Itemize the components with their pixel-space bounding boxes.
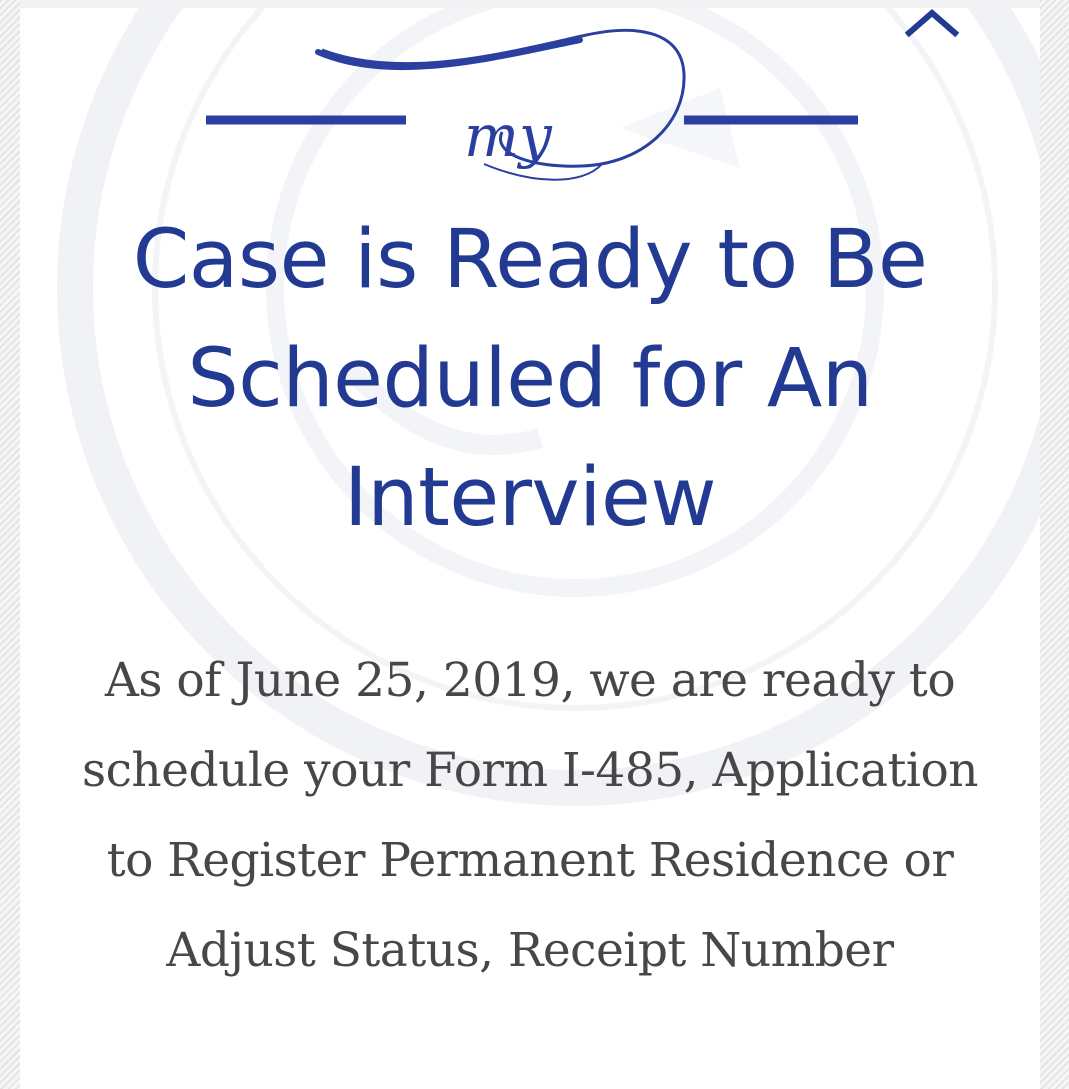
logo-script-text: my	[464, 102, 552, 170]
case-status-title: Case is Ready to Be Scheduled for An Interview	[132, 213, 928, 545]
right-page-edge	[1040, 0, 1069, 1089]
my-uscis-logo-icon	[202, 14, 862, 200]
chevron-up-icon	[905, 8, 959, 37]
my-uscis-logo	[202, 14, 862, 200]
case-status-card	[20, 8, 1040, 1089]
case-status-description: As of June 25, 2019, we are ready to schedule your Form I-485, Application to Register Permanent Residence or Adjust Status, Receipt Number	[81, 653, 979, 978]
collapse-button[interactable]	[904, 8, 960, 42]
left-page-edge	[0, 0, 20, 1089]
